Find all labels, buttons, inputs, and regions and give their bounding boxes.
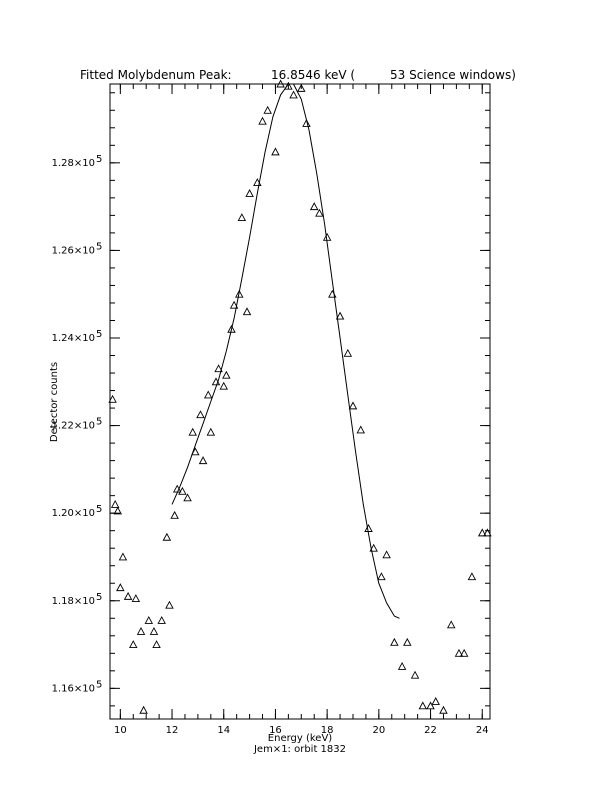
data-point <box>238 214 245 221</box>
data-point <box>184 494 191 501</box>
chart-subtitle: Jem×1: orbit 1832 <box>253 744 347 755</box>
y-axis-label: Detector counts <box>49 361 60 443</box>
y-axis <box>52 93 490 706</box>
data-point <box>197 411 204 418</box>
data-point <box>189 429 196 436</box>
data-point <box>259 118 266 125</box>
data-point <box>272 148 279 155</box>
x-tick-label: 22 <box>424 725 437 736</box>
data-point <box>316 210 323 217</box>
y-tick-exponent: 5 <box>96 153 103 165</box>
data-point <box>220 383 227 390</box>
y-tick-exponent: 5 <box>96 679 103 691</box>
data-point <box>349 402 356 409</box>
data-point <box>145 617 152 624</box>
data-point <box>223 372 230 379</box>
data-point <box>357 426 364 433</box>
data-point <box>399 663 406 670</box>
x-tick-label: 12 <box>165 725 179 736</box>
data-point <box>391 639 398 646</box>
data-point <box>171 512 178 519</box>
data-point <box>244 308 251 315</box>
chart-title-energy: 16.8546 keV ( <box>271 68 356 82</box>
data-point <box>132 595 139 602</box>
data-point <box>383 551 390 558</box>
data-point <box>112 501 119 508</box>
data-point <box>163 534 170 541</box>
data-point <box>117 584 124 591</box>
data-point <box>378 573 385 580</box>
y-tick-label: 1.16×10 <box>51 683 95 695</box>
x-axis-label: Energy (keV) <box>267 733 333 744</box>
data-point <box>246 190 253 197</box>
x-tick-label: 16 <box>269 725 282 736</box>
data-point <box>140 707 147 714</box>
x-tick-label: 20 <box>372 725 386 736</box>
y-tick-exponent: 5 <box>96 329 103 340</box>
data-point <box>138 628 145 635</box>
data-points <box>109 81 491 714</box>
data-point <box>344 350 351 357</box>
data-point <box>158 617 165 624</box>
data-point <box>412 672 419 679</box>
data-point <box>166 602 173 609</box>
chart-title-prefix: Fitted Molybdenum Peak: <box>80 68 232 82</box>
y-tick-exponent: 5 <box>96 241 103 253</box>
y-tick-exponent: 5 <box>96 416 103 428</box>
y-tick-exponent: 5 <box>96 591 103 603</box>
data-point <box>125 593 132 600</box>
x-tick-label: 24 <box>475 725 489 736</box>
data-point <box>404 639 411 646</box>
data-point <box>440 707 447 714</box>
fit-curve <box>172 84 400 618</box>
y-tick-label: 1.28×10 <box>51 157 95 169</box>
x-tick-label: 18 <box>320 725 334 736</box>
x-tick-label: 10 <box>113 725 127 736</box>
data-point <box>448 621 455 628</box>
data-point <box>365 525 372 532</box>
data-point <box>432 698 439 705</box>
data-point <box>150 628 157 635</box>
x-axis <box>114 84 489 736</box>
y-tick-exponent: 5 <box>96 504 103 516</box>
plot-frame <box>110 84 490 719</box>
data-point <box>200 457 207 464</box>
y-tick-label: 1.24×10 <box>51 333 95 344</box>
y-tick-label: 1.18×10 <box>51 595 95 607</box>
y-tick-label: 1.20×10 <box>51 508 95 520</box>
data-point <box>207 429 214 436</box>
data-point <box>264 107 271 114</box>
y-tick-label: 1.22×10 <box>51 420 95 432</box>
data-point <box>419 702 426 709</box>
data-point <box>153 641 160 648</box>
chart-title-suffix: 53 Science windows) <box>390 68 516 82</box>
y-tick-label: 1.26×10 <box>51 245 95 257</box>
data-point <box>468 573 475 580</box>
data-point <box>311 203 318 210</box>
data-point <box>205 391 212 398</box>
data-point <box>130 641 137 648</box>
data-point <box>119 553 126 560</box>
x-tick-label: 14 <box>217 725 231 736</box>
data-point <box>290 91 297 98</box>
